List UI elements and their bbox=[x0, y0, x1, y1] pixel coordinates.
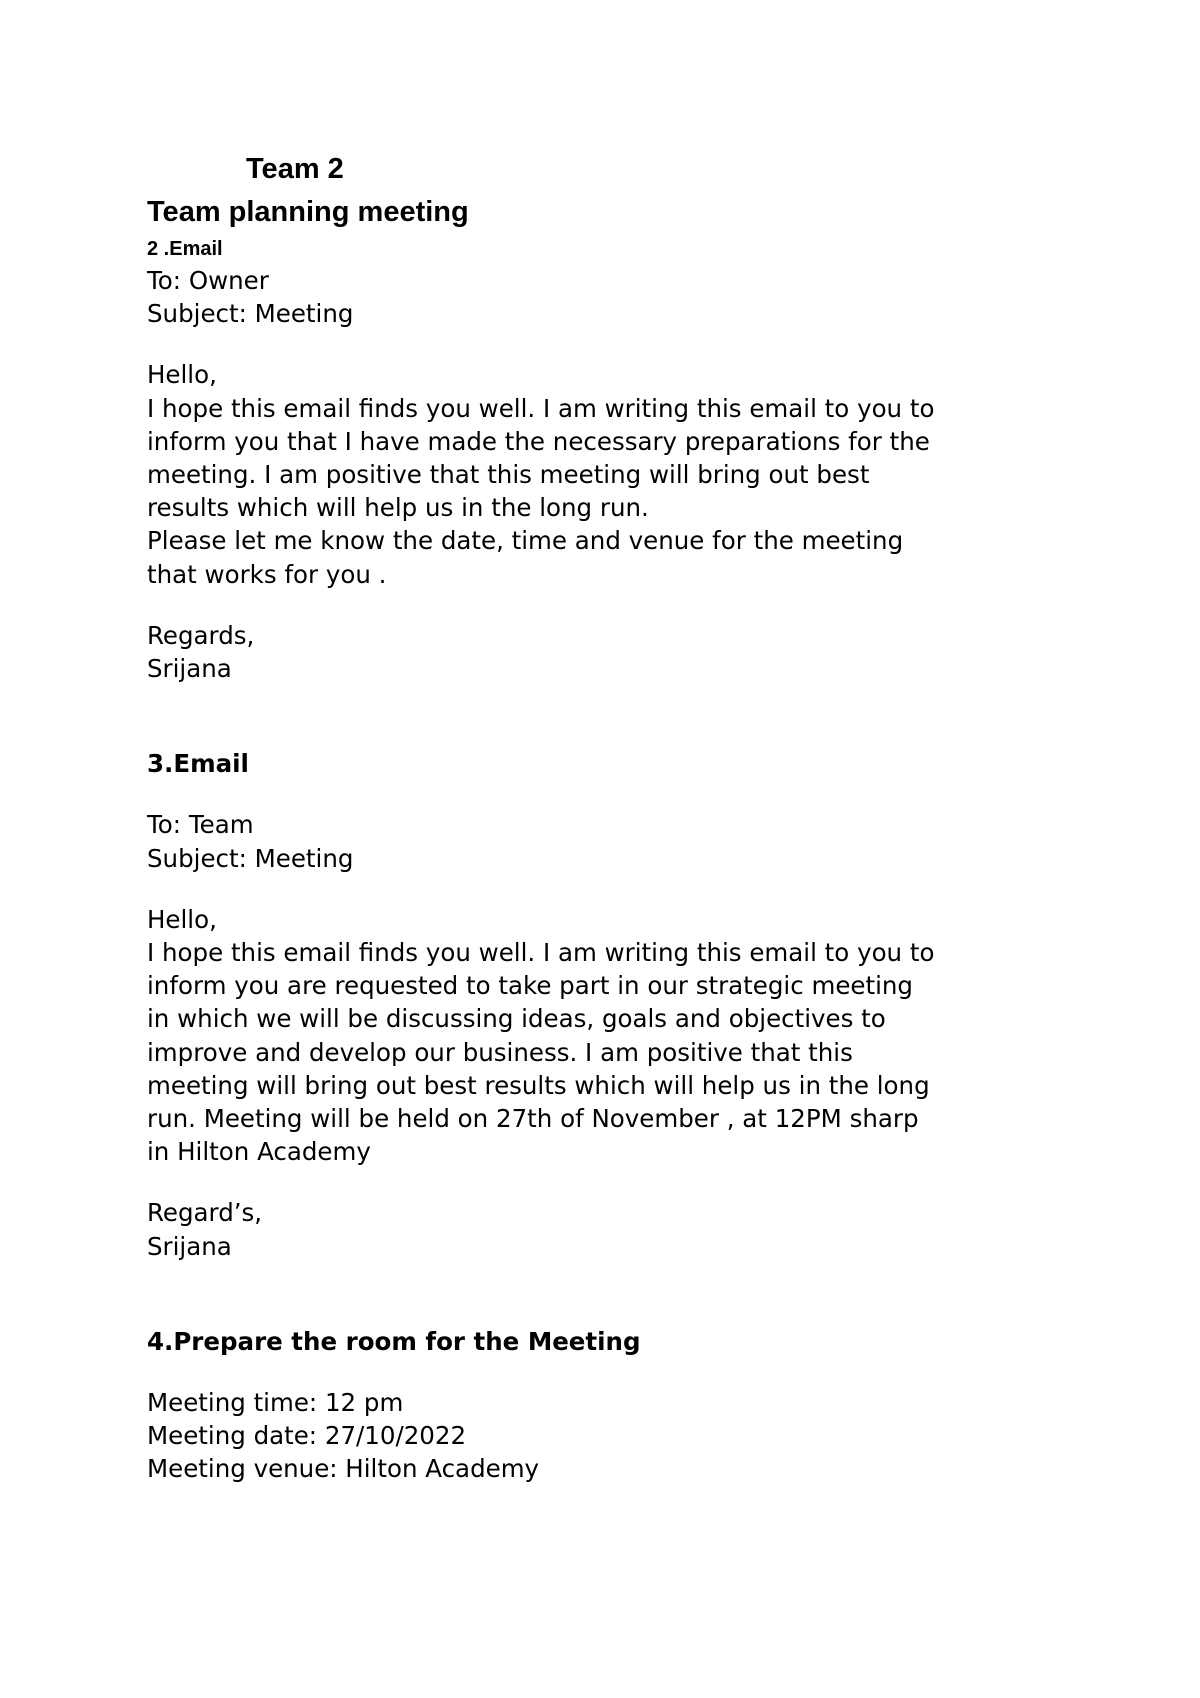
spacer bbox=[147, 1168, 1087, 1196]
email3-closing: Regard’s, bbox=[147, 1198, 263, 1228]
spacer bbox=[147, 591, 1087, 619]
email3-body-line: I hope this email finds you well. I am writing this email to you to bbox=[147, 938, 935, 968]
email3-to: To: Team bbox=[147, 810, 254, 840]
email3-subject: Subject: Meeting bbox=[147, 843, 354, 873]
email3-greeting: Hello, bbox=[147, 904, 217, 934]
email3-body bbox=[147, 936, 1087, 1168]
document-content bbox=[147, 148, 1087, 1486]
email3-heading: 3.Email bbox=[147, 749, 249, 779]
email2-body-line: inform you that I have made the necessary preparations for the bbox=[147, 426, 930, 456]
email3-body-line: improve and develop our business. I am positive that this bbox=[147, 1037, 853, 1067]
meeting-venue: Meeting venue: Hilton Academy bbox=[147, 1454, 540, 1484]
spacer bbox=[147, 1358, 1087, 1386]
spacer bbox=[147, 330, 1087, 358]
email2-body-line: Please let me know the date, time and venue for the meeting bbox=[147, 526, 904, 556]
email3-body-line: in which we will be discussing ideas, goals and objectives to bbox=[147, 1004, 886, 1034]
meeting-date: Meeting date: 27/10/2022 bbox=[147, 1421, 467, 1451]
email3-signature: Srijana bbox=[147, 1231, 232, 1261]
email2-body-line: results which will help us in the long run. bbox=[147, 493, 649, 523]
email2-signature: Srijana bbox=[147, 654, 232, 684]
email2-body-line: I hope this email finds you well. I am writing this email to you to bbox=[147, 393, 935, 423]
email2-body-line: meeting. I am positive that this meeting will bring out best bbox=[147, 460, 870, 490]
email2-body bbox=[147, 392, 1087, 591]
meeting-time: Meeting time: 12 pm bbox=[147, 1388, 404, 1418]
email2-heading: 2 .Email bbox=[147, 238, 223, 260]
email2-body-line: that works for you . bbox=[147, 559, 387, 589]
email3-body-line: run. Meeting will be held on 27th of November , at 12PM sharp bbox=[147, 1104, 919, 1134]
team-heading: Team 2 bbox=[246, 153, 344, 185]
email2-greeting: Hello, bbox=[147, 360, 217, 390]
spacer bbox=[147, 780, 1087, 808]
email3-body-line: in Hilton Academy bbox=[147, 1137, 371, 1167]
email2-closing: Regards, bbox=[147, 620, 255, 650]
spacer bbox=[147, 875, 1087, 903]
email3-body-line: meeting will bring out best results which will help us in the long bbox=[147, 1070, 930, 1100]
email3-body-line: inform you are requested to take part in our strategic meeting bbox=[147, 971, 913, 1001]
spacer bbox=[147, 685, 1087, 747]
document-title: Team planning meeting bbox=[147, 196, 469, 228]
email2-to: To: Owner bbox=[147, 266, 269, 295]
email2-subject: Subject: Meeting bbox=[147, 299, 354, 329]
spacer bbox=[147, 1263, 1087, 1325]
section4-heading: 4.Prepare the room for the Meeting bbox=[147, 1326, 641, 1356]
